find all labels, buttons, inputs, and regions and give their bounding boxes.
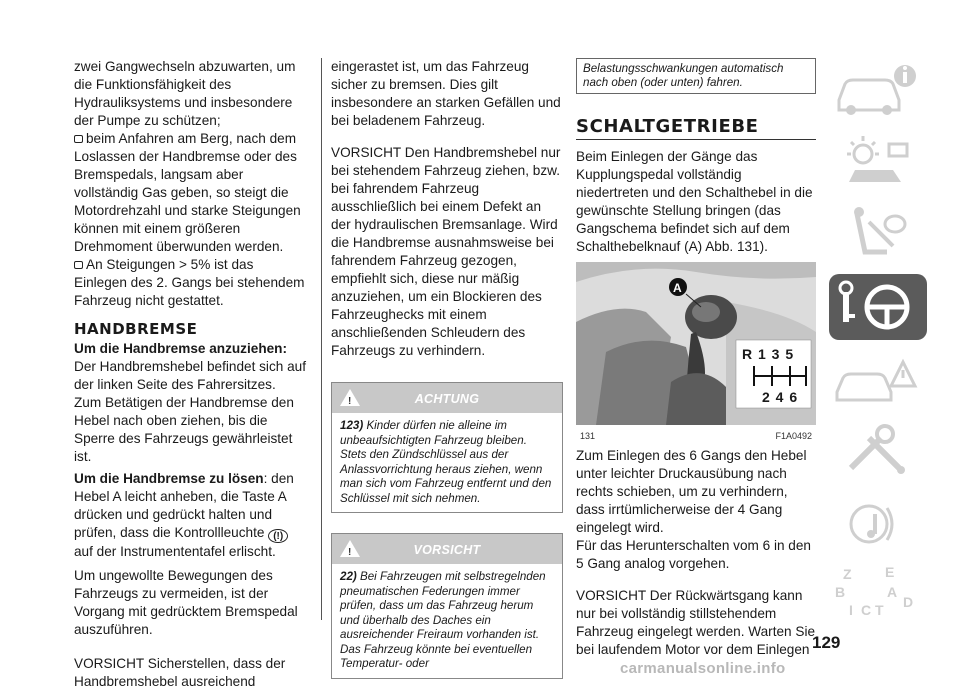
warning-box-header <box>332 383 562 413</box>
figure-caption <box>576 425 816 441</box>
subsection-title: Um die Handbremse zu lösen <box>74 471 264 486</box>
figure-code: F1A0492 <box>775 431 812 441</box>
page-number: 129 <box>812 633 841 652</box>
warning-triangle-icon: ! <box>340 389 360 406</box>
chapter-tab-multimedia[interactable] <box>829 490 927 556</box>
paragraph: Für das Herunterschalten vom 6 in den 5 Gang analog vorgehen. <box>576 538 811 571</box>
column-divider <box>321 58 322 620</box>
section-title: SCHALTGETRIEBE <box>576 118 816 140</box>
paragraph: Um ungewollte Bewegungen des Fahrzeugs zu vermeiden, ist der Vorgang mit gedrücktem Bremspedal auszuführen. <box>74 568 298 637</box>
media-icon <box>829 490 927 556</box>
column-2 <box>331 58 563 679</box>
paragraph: zwei Gangwechseln abzuwarten, um die Funktionsfähigkeit des Hydrauliksystems und insbesondere der Pumpe zu schützen; <box>74 59 296 128</box>
gear-shift-figure <box>576 262 816 425</box>
chapter-tab-safety[interactable] <box>829 202 927 268</box>
gear-pattern-top: R 1 3 5 <box>742 346 795 362</box>
index-letter: T <box>875 602 884 618</box>
chapter-tab-index[interactable] <box>829 562 927 628</box>
subsection-title: Um die Handbremse anzuziehen: <box>74 341 288 356</box>
paragraph: eingerastet ist, um das Fahrzeug sicher zu bremsen. Dies gilt insbesondere an starken Gefällen und bei beladenem Fahrzeug. <box>331 59 561 128</box>
index-letter: D <box>903 594 914 610</box>
watermark: carmanualsonline.info <box>620 660 786 677</box>
column-3 <box>576 58 816 659</box>
index-letter: B <box>835 584 846 600</box>
caution-box-title: VORSICHT <box>413 543 481 557</box>
note-number: 22) <box>340 570 357 583</box>
index-letter: E <box>885 564 895 580</box>
paragraph: VORSICHT Den Handbremshebel nur bei stehendem Fahrzeug ziehen, bzw. bei fahrendem Fahrzeug ausschließlich bei einem Defekt an der hydraulischen Bremsanlage. Wird die Handbremse ausnahmsweise bei fahrendem Fahrzeug gezogen, empfiehlt sich, diese nur mäßig anzuziehen, um ein Blockieren des Fahrzeughecks mit einem anschließenden Schleudern des Fahrzeugs zu verhindern. <box>331 145 561 358</box>
chapter-tab-driving[interactable] <box>829 274 927 340</box>
warning-box-title: ACHTUNG <box>414 392 480 406</box>
paragraph-text: : den Hebel A leicht anheben, die Taste A drücken und gedrückt halten und prüfen, dass die Kontrollleuchte <box>74 471 294 540</box>
section-title: HANDBREMSE <box>74 320 198 338</box>
figure-label: A <box>673 281 682 295</box>
paragraph: Der Handbremshebel befindet sich auf der linken Seite des Fahrersitzes. Zum Betätigen der Handbremse den Hebel nach oben ziehen, bis die Sperre des Fahrzeugs gewährleistet ist. <box>74 359 306 464</box>
warning-text: Kinder dürfen nie alleine im unbeaufsichtigten Fahrzeug bleiben. Stets den Zündschlüssel aus der Anlassvorrichtung heraus ziehen, wenn man sich vom Fahrzeug entfernt und den Schlüssel mit sich nehmen. <box>340 419 552 505</box>
warning-lights-icon <box>829 130 927 196</box>
chapter-tab-dashboard[interactable] <box>829 130 927 196</box>
chapter-tab-maintenance[interactable] <box>829 418 927 484</box>
caution-text: Bei Fahrzeugen mit selbstregelnden pneumatischen Federungen immer prüfen, dass um das Fahrzeug herum und überhalb des Daches ein ausreichender Freiraum vorhanden ist. Das Fahrzeug könnte bei eventuellen Temperatur- oder <box>340 570 546 670</box>
caution-car-icon: ! <box>340 540 360 557</box>
index-letter: C <box>861 602 872 618</box>
warning-box <box>331 382 563 513</box>
warning-box-body <box>332 413 562 512</box>
note-number: 123) <box>340 419 364 432</box>
bullet-paragraph: An Steigungen > 5% ist das Einlegen des 2. Gangs bei stehendem Fahrzeug nicht gestattet. <box>74 257 305 308</box>
key-steering-icon <box>829 274 927 340</box>
paragraph: Beim Einlegen der Gänge das Kupplungspedal vollständig niedertreten und den Schalthebel in die gewünschte Stellung bringen (das Gangschema befindet sich auf dem Schalthebelknauf (A) Abb. 131). <box>576 149 813 254</box>
tools-icon <box>829 418 927 484</box>
paragraph: Zum Einlegen des 6 Gangs den Hebel unter leichter Druckausübung nach rechts schieben, um zu verhindern, dass irrtümlicherweise der 4 Gang eingelegt wird. <box>576 448 807 535</box>
car-info-icon <box>829 58 927 124</box>
index-letter: Z <box>843 566 852 582</box>
caution-box-body <box>332 564 562 678</box>
caution-box <box>331 533 563 679</box>
airbag-seat-icon <box>829 202 927 268</box>
chapter-tab-car-info[interactable] <box>829 58 927 124</box>
handbrake-warning-icon: (!) <box>268 529 288 543</box>
chapter-tab-emergency[interactable] <box>829 346 927 412</box>
chapter-sidebar <box>829 58 929 634</box>
gear-pattern-bottom: 2 4 6 <box>762 389 799 405</box>
note-box: Belastungsschwankungen automatisch nach oben (oder unten) fahren. <box>576 58 816 94</box>
caution-box-header <box>332 534 562 564</box>
paragraph: VORSICHT Der Rückwärtsgang kann nur bei vollständig stillstehendem Fahrzeug eingelegt werden. Warten Sie bei laufendem Motor vor dem Einlegen <box>576 588 816 657</box>
column-1 <box>74 58 306 691</box>
paragraph-text: auf der Instrumententafel erlischt. <box>74 544 276 559</box>
paragraph: VORSICHT Sicherstellen, dass der Handbremshebel ausreichend <box>74 656 286 689</box>
paragraph <box>74 470 306 561</box>
figure-number: 131 <box>580 431 596 441</box>
bullet-paragraph: beim Anfahren am Berg, nach dem Loslassen der Handbremse oder des Bremspedals, langsam aber vollständig Gas geben, so steigt die Motordrehzahl und starke Steigungen können mit einem größeren Drehmoment überwunden werden. <box>74 130 306 256</box>
index-letter: I <box>849 602 853 618</box>
index-letter: A <box>887 584 898 600</box>
car-warning-icon <box>829 346 927 412</box>
